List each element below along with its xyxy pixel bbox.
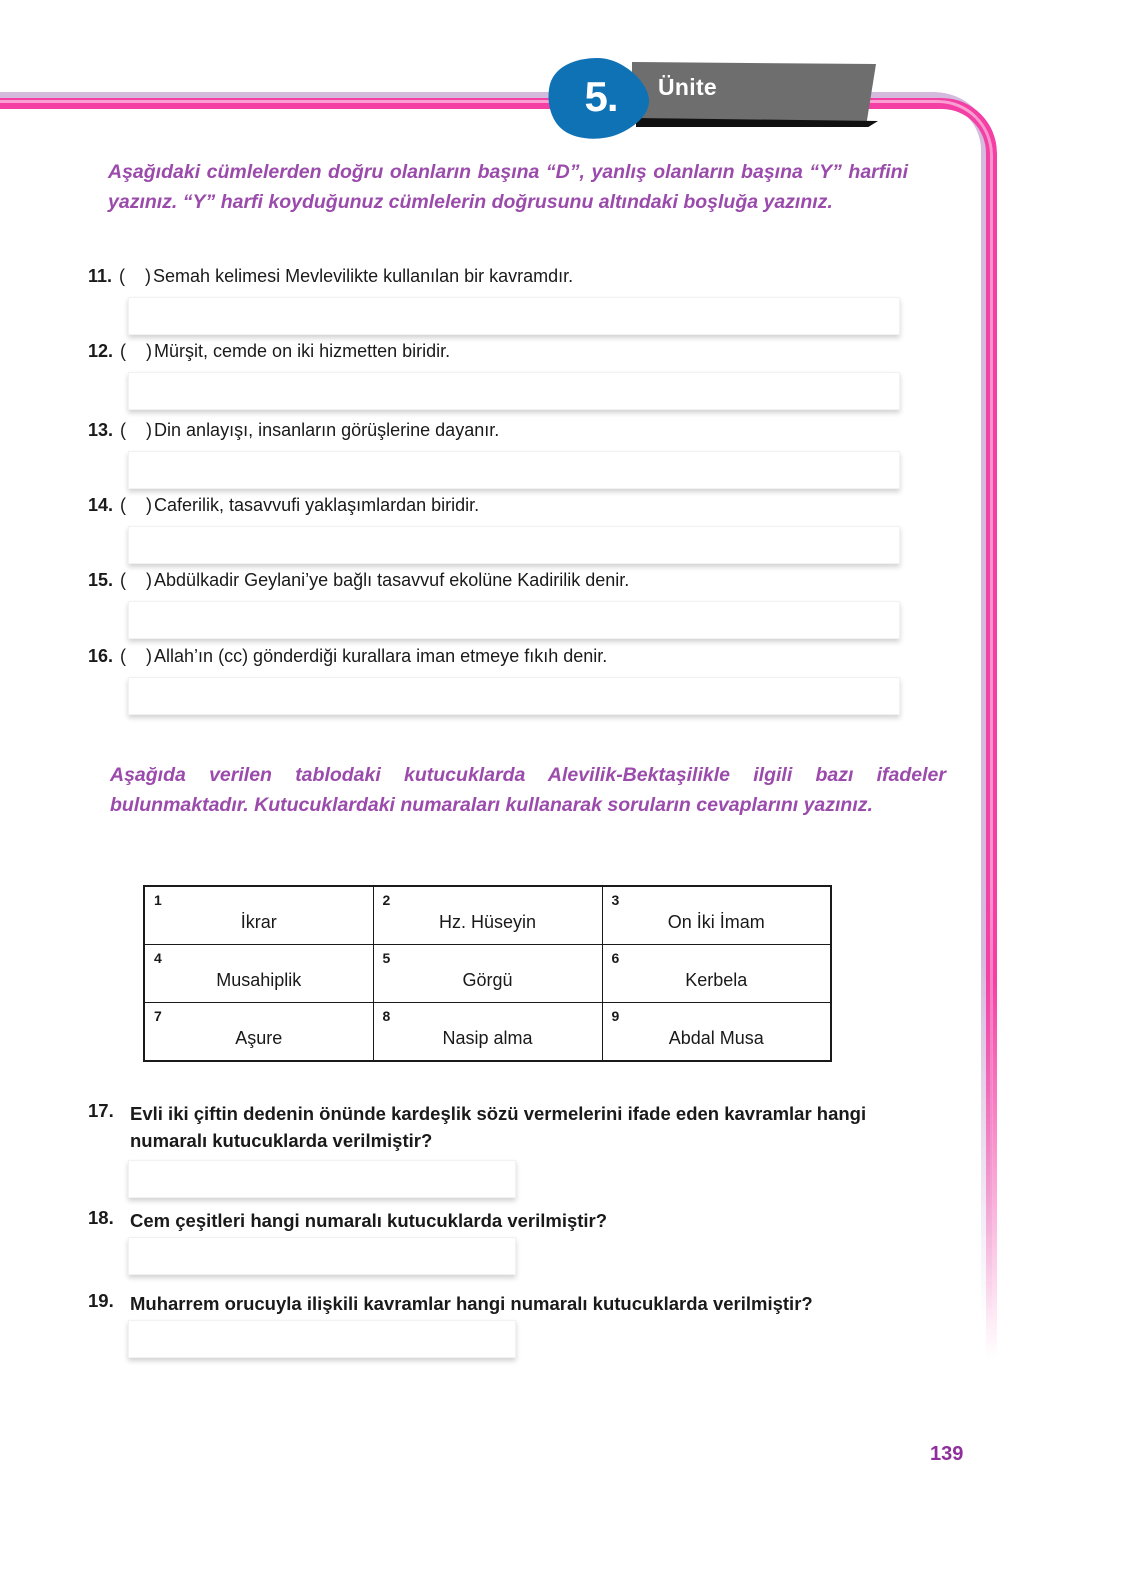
tf-answer-box-15[interactable] — [128, 601, 900, 639]
tf-item-13 — [88, 420, 499, 441]
concept-cell-label: Hz. Hüseyin — [438, 912, 537, 932]
tf-item-11 — [88, 266, 573, 287]
question-number: 17. — [88, 1100, 114, 1121]
tf-answer-paren[interactable]: ( ) — [120, 646, 153, 666]
tf-statement-text: Mürşit, cemde on iki hizmetten biridir. — [154, 341, 451, 361]
concept-cell-4[interactable] — [144, 945, 373, 1003]
tf-number: 12. — [88, 341, 114, 361]
concept-cell-label: Aşure — [235, 1028, 283, 1048]
tf-answer-paren[interactable]: ( ) — [120, 570, 153, 590]
tf-item-14 — [88, 495, 479, 516]
concept-cell-number: 2 — [382, 892, 391, 908]
tf-answer-paren[interactable]: ( ) — [120, 495, 153, 515]
question-item-19 — [88, 1290, 968, 1317]
concept-cell-9[interactable] — [602, 1003, 831, 1062]
question-number: 18. — [88, 1207, 114, 1228]
tf-number: 14. — [88, 495, 114, 515]
tf-item-15 — [88, 570, 629, 591]
tf-answer-box-13[interactable] — [128, 451, 900, 489]
tf-statement-text: Allah’ın (cc) gönderdiği kurallara iman etmeye fıkıh denir. — [154, 646, 608, 666]
concept-cell-3[interactable] — [602, 886, 831, 945]
tf-statement-text: Abdülkadir Geylani’ye bağlı tasavvuf ekolüne Kadirilik denir. — [154, 570, 630, 590]
table-row — [144, 1003, 831, 1062]
concept-cell-8[interactable] — [373, 1003, 602, 1062]
tf-statement-text: Caferilik, tasavvufi yaklaşımlardan biridir. — [154, 495, 480, 515]
unit-label: Ünite — [658, 74, 717, 100]
question-text: Muharrem orucuyla ilişkili kavramlar hangi numaralı kutucuklarda verilmiştir? — [130, 1293, 813, 1314]
unit-number: 5. — [584, 73, 618, 120]
tf-number: 13. — [88, 420, 114, 440]
question-answer-box-19[interactable] — [128, 1320, 516, 1358]
tf-answer-paren[interactable]: ( ) — [119, 266, 152, 286]
concept-cell-1[interactable] — [144, 886, 373, 945]
concept-cell-label: Görgü — [462, 970, 513, 990]
concept-cell-label: Musahiplik — [216, 970, 302, 990]
tf-answer-paren[interactable]: ( ) — [120, 420, 153, 440]
tf-answer-box-11[interactable] — [128, 297, 900, 335]
unit-badge — [546, 56, 876, 140]
instruction-true-false: Aşağıdaki cümlelerden doğru olanların başına “D”, yanlış olanların başına “Y” harfini yazınız. “Y” harfi koyduğunuz cümlelerin doğrusunu altındaki boşluğa yazınız. — [108, 161, 908, 213]
concept-cell-number: 7 — [154, 1008, 162, 1024]
page-number: 139 — [930, 1443, 964, 1465]
concept-cell-number: 6 — [611, 950, 620, 966]
concept-cell-number: 1 — [154, 892, 162, 908]
concept-cell-number: 8 — [382, 1008, 391, 1024]
tf-number: 11. — [88, 266, 113, 286]
concept-cell-label: İkrar — [240, 912, 277, 932]
table-row — [144, 945, 831, 1003]
tf-item-12 — [88, 341, 450, 362]
concept-cell-label: Kerbela — [685, 970, 748, 990]
question-answer-box-17[interactable] — [128, 1160, 516, 1198]
question-item-18 — [88, 1207, 948, 1234]
concept-cell-label: Abdal Musa — [668, 1028, 764, 1048]
concept-cell-number: 3 — [611, 892, 620, 908]
tf-answer-paren[interactable]: ( ) — [120, 341, 153, 361]
table-row — [144, 886, 831, 945]
tf-number: 16. — [88, 646, 114, 666]
tf-statement-text: Semah kelimesi Mevlevilikte kullanılan bir kavramdır. — [153, 266, 574, 286]
tf-number: 15. — [88, 570, 114, 590]
concept-cell-number: 4 — [154, 950, 162, 966]
question-answer-box-18[interactable] — [128, 1237, 516, 1275]
question-text: Cem çeşitleri hangi numaralı kutucuklarda verilmiştir? — [130, 1210, 608, 1231]
concept-table — [143, 885, 832, 1062]
page-frame-highlight — [0, 100, 993, 1400]
tf-answer-box-12[interactable] — [128, 372, 900, 410]
concept-cell-number: 5 — [382, 950, 391, 966]
tf-answer-box-14[interactable] — [128, 526, 900, 564]
concept-cell-label: Nasip alma — [442, 1028, 533, 1048]
concept-cell-number: 9 — [611, 1008, 620, 1024]
tf-answer-box-16[interactable] — [128, 677, 900, 715]
question-number: 19. — [88, 1290, 114, 1311]
tf-statement-text: Din anlayışı, insanların görüşlerine dayanır. — [154, 420, 500, 440]
concept-cell-7[interactable] — [144, 1003, 373, 1062]
question-item-17 — [88, 1100, 948, 1154]
concept-cell-label: On İki İmam — [667, 912, 765, 932]
concept-cell-6[interactable] — [602, 945, 831, 1003]
question-text: Evli iki çiftin dedenin önünde kardeşlik sözü vermelerini ifade eden kavramlar hangi numaralı kutucuklarda verilmiştir? — [130, 1103, 867, 1151]
instruction-concept-table: Aşağıda verilen tablodaki kutucuklarda Alevilik-Bektaşilikle ilgili bazı ifadeler bulunmaktadır. Kutucuklardaki numaraları kullanarak soruların cevaplarını yazınız. — [110, 764, 946, 816]
concept-cell-5[interactable] — [373, 945, 602, 1003]
tf-item-16 — [88, 646, 607, 667]
concept-cell-2[interactable] — [373, 886, 602, 945]
